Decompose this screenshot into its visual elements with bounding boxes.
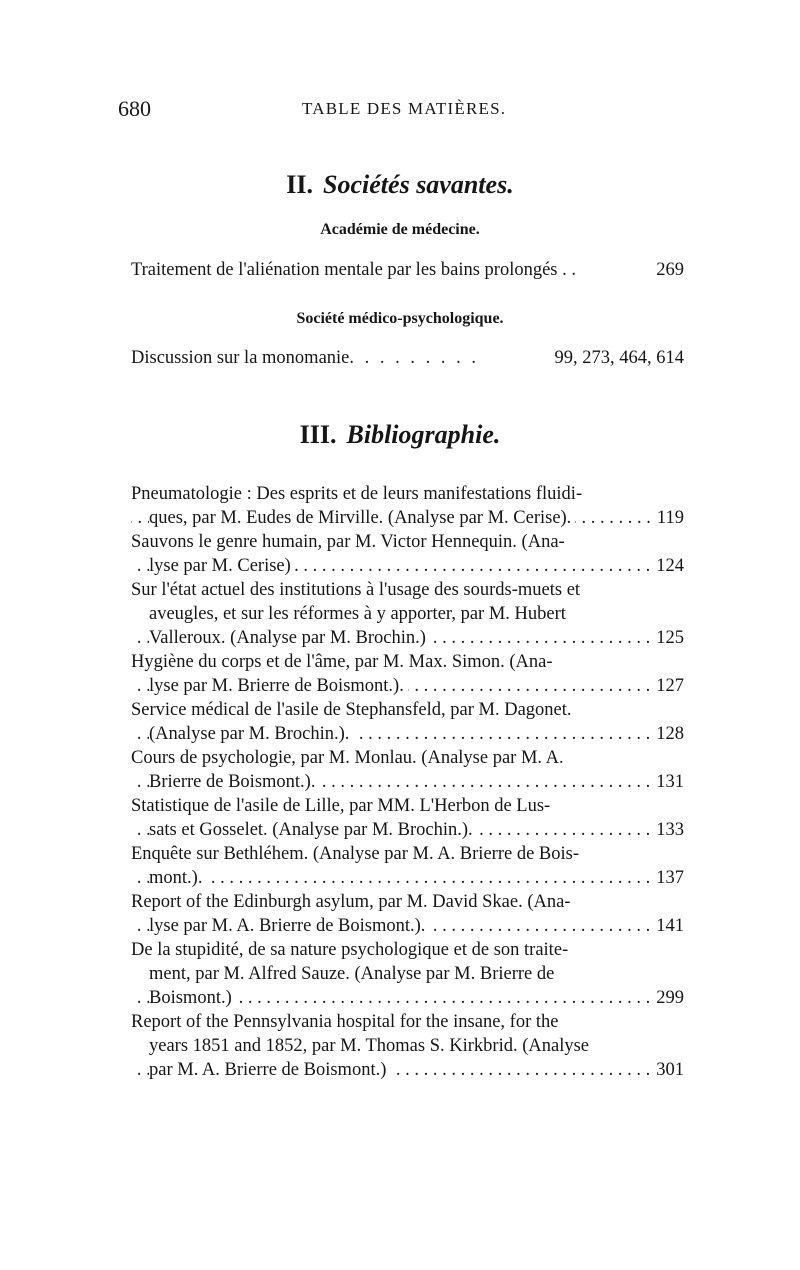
page-ref: . . . 141 bbox=[650, 914, 684, 938]
bibliography-entry bbox=[131, 698, 684, 746]
entry-line: ment, par M. Alfred Sauze. (Analyse par M. Brierre de bbox=[149, 964, 555, 984]
entry-line: aveugles, et sur les réformes à y apporter, par M. Hubert bbox=[149, 604, 566, 624]
entry-line: Pneumatologie : Des esprits et de leurs manifestations fluidi- bbox=[131, 484, 583, 504]
part-number: II. bbox=[286, 170, 314, 199]
part-title: Bibliographie. bbox=[346, 420, 501, 449]
entry-line: Report of the Edinburgh asylum, par M. David Skae. (Ana- bbox=[131, 892, 571, 912]
page-ref: . . . 299 bbox=[650, 986, 684, 1010]
entry-line: Discussion sur la monomanie. . . . . . . . . 99, 273, 464, 614 bbox=[131, 348, 684, 368]
sub-heading-societe: Société médico-psychologique. bbox=[296, 310, 504, 327]
part-title: Sociétés savantes. bbox=[323, 170, 514, 199]
entry-line: ques, par M. Eudes de Mirville. (Analyse par M. Cerise). . . . 119 bbox=[131, 506, 684, 530]
page-ref: . . . 125 bbox=[650, 626, 684, 650]
page-ref: . . . 124 bbox=[650, 554, 684, 578]
entry-line: lyse par M. Cerise) . . . 124 bbox=[131, 554, 684, 578]
bibliography-entry bbox=[131, 746, 684, 794]
bibliography-list bbox=[131, 482, 684, 1082]
page-ref: . . . 127 bbox=[650, 674, 684, 698]
page-ref: . . . 131 bbox=[650, 770, 684, 794]
page-ref: . . . 119 bbox=[651, 506, 684, 530]
entry-line: mont.). . . . 137 bbox=[131, 866, 684, 890]
bibliography-entry bbox=[131, 1010, 684, 1082]
bibliography-entry bbox=[131, 482, 684, 530]
entry-line: Hygiène du corps et de l'âme, par M. Max. Simon. (Ana- bbox=[131, 652, 553, 672]
page-ref: . . . 133 bbox=[650, 818, 684, 842]
part-heading-societes bbox=[0, 170, 800, 200]
part-number: III. bbox=[299, 420, 337, 449]
entry-line: Service médical de l'asile de Stephansfeld, par M. Dagonet. bbox=[131, 700, 572, 720]
entry-line: years 1851 and 1852, par M. Thomas S. Kirkbrid. (Analyse bbox=[149, 1036, 589, 1056]
bibliography-entry bbox=[131, 938, 684, 1010]
entry-line: Brierre de Boismont.). . . . 131 bbox=[131, 770, 684, 794]
entry-line: De la stupidité, de sa nature psychologique et de son traite- bbox=[131, 940, 569, 960]
entry-line: Report of the Pennsylvania hospital for the insane, for the bbox=[131, 1012, 559, 1032]
entry-line: Traitement de l'aliénation mentale par les bains prolongés . . 269 bbox=[131, 260, 684, 280]
running-head bbox=[118, 96, 678, 126]
toc-entry bbox=[131, 258, 684, 282]
page-ref: . . . 128 bbox=[650, 722, 684, 746]
entry-line: par M. A. Brierre de Boismont.) . . . 301 bbox=[131, 1058, 684, 1082]
page-ref: . . . 137 bbox=[650, 866, 684, 890]
bibliography-entry bbox=[131, 650, 684, 698]
page-number: 680 bbox=[118, 96, 151, 121]
part-heading-bibliographie bbox=[0, 420, 800, 450]
bibliography-entry bbox=[131, 794, 684, 842]
toc-entry bbox=[131, 346, 684, 370]
entry-line: lyse par M. Brierre de Boismont.). . . . 127 bbox=[131, 674, 684, 698]
sub-heading-academie: Académie de médecine. bbox=[320, 221, 480, 238]
page-ref: . . . 301 bbox=[650, 1058, 684, 1082]
entry-line: Cours de psychologie, par M. Monlau. (Analyse par M. A. bbox=[131, 748, 564, 768]
running-title: TABLE DES MATIÈRES. bbox=[302, 99, 507, 118]
entry-line: lyse par M. A. Brierre de Boismont.). . . . 141 bbox=[131, 914, 684, 938]
page-ref: 99, 273, 464, 614 bbox=[549, 346, 685, 370]
entry-line: Statistique de l'asile de Lille, par MM. L'Herbon de Lus- bbox=[131, 796, 551, 816]
entry-line: sats et Gosselet. (Analyse par M. Brochin.). . . . 133 bbox=[131, 818, 684, 842]
entry-line: (Analyse par M. Brochin.). . . . 128 bbox=[131, 722, 684, 746]
bibliography-entry bbox=[131, 530, 684, 578]
bibliography-entry bbox=[131, 842, 684, 890]
entry-line: Sur l'état actuel des institutions à l'usage des sourds-muets et bbox=[131, 580, 581, 600]
entry-line: Boismont.) . . . 299 bbox=[131, 986, 684, 1010]
bibliography-entry bbox=[131, 578, 684, 650]
page-ref: 269 bbox=[650, 258, 684, 282]
entry-line: Sauvons le genre humain, par M. Victor Hennequin. (Ana- bbox=[131, 532, 565, 552]
bibliography-entry bbox=[131, 890, 684, 938]
entry-line: Enquête sur Bethléhem. (Analyse par M. A. Brierre de Bois- bbox=[131, 844, 579, 864]
entry-line: Valleroux. (Analyse par M. Brochin.) . . . 125 bbox=[131, 626, 684, 650]
